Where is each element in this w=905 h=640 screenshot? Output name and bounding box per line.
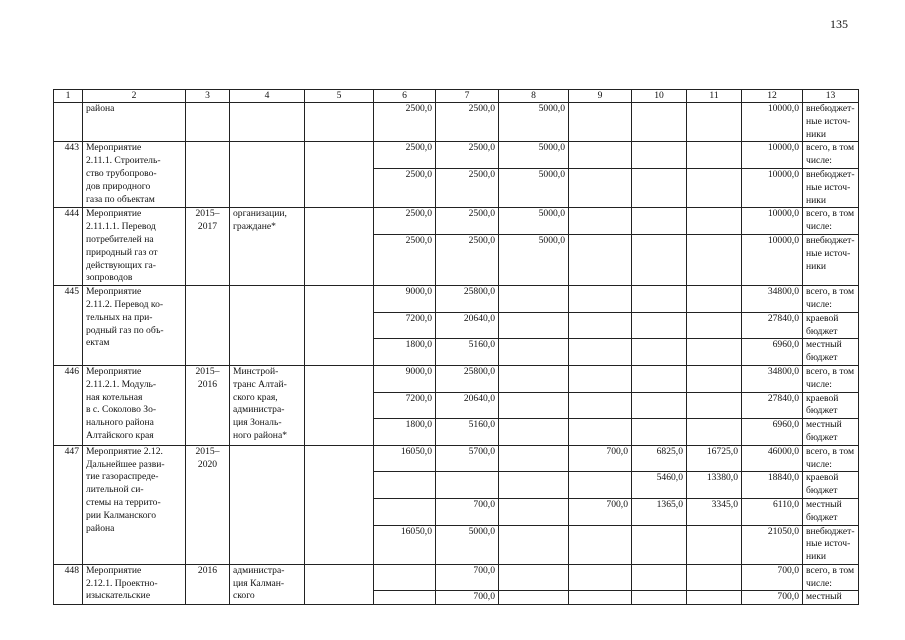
table-row [54, 103, 859, 142]
period: 2015– 2016 [186, 365, 230, 445]
amount-c12: 18840,0 [742, 472, 803, 499]
amount-c8: 5000,0 [499, 168, 569, 207]
amount-c12: 10000,0 [742, 142, 803, 169]
amount-c6: 1800,0 [374, 339, 436, 366]
amount-c9 [569, 419, 632, 446]
amount-c10 [632, 235, 687, 286]
amount-c7 [436, 472, 499, 499]
funding-source: всего, в том числе: [803, 142, 859, 169]
row-number: 443 [54, 142, 83, 208]
amount-c8 [499, 286, 569, 313]
amount-c8 [499, 525, 569, 564]
amount-c10 [632, 208, 687, 235]
amount-c6: 2500,0 [374, 103, 436, 142]
executor [230, 142, 305, 208]
amount-c8: 5000,0 [499, 142, 569, 169]
budget-table [53, 89, 859, 605]
funding-source: краевой бюджет [803, 312, 859, 339]
amount-c9 [569, 591, 632, 605]
period: 2015– 2020 [186, 445, 230, 564]
amount-c8 [499, 339, 569, 366]
amount-c6: 7200,0 [374, 392, 436, 419]
funding-source: всего, в том числе: [803, 208, 859, 235]
amount-c7: 700,0 [436, 498, 499, 525]
row-number: 445 [54, 286, 83, 366]
amount-c10 [632, 365, 687, 392]
amount-c10 [632, 591, 687, 605]
amount-c10: 6825,0 [632, 445, 687, 472]
empty-cell [305, 208, 374, 286]
empty-cell [305, 286, 374, 366]
amount-c6: 2500,0 [374, 208, 436, 235]
amount-c10 [632, 142, 687, 169]
amount-c6: 2500,0 [374, 168, 436, 207]
column-number-row [54, 90, 859, 103]
amount-c11 [687, 365, 742, 392]
row-number [54, 103, 83, 142]
amount-c7: 2500,0 [436, 168, 499, 207]
column-number-7: 7 [436, 90, 499, 103]
amount-c10 [632, 392, 687, 419]
amount-c11 [687, 142, 742, 169]
amount-c7: 25800,0 [436, 365, 499, 392]
period: 2016 [186, 564, 230, 604]
executor: администра- ция Калман- ского [230, 564, 305, 604]
row-number: 448 [54, 564, 83, 604]
executor: Минстрой- транс Алтай- ского края, администра- ция Зональ- ного района* [230, 365, 305, 445]
amount-c11 [687, 525, 742, 564]
empty-cell [305, 103, 374, 142]
amount-c10 [632, 525, 687, 564]
amount-c9 [569, 235, 632, 286]
amount-c7: 25800,0 [436, 286, 499, 313]
funding-source: внебюджет- ные источ- ники [803, 168, 859, 207]
amount-c6 [374, 564, 436, 591]
funding-source: местный бюджет [803, 419, 859, 446]
amount-c6: 2500,0 [374, 142, 436, 169]
amount-c11: 3345,0 [687, 498, 742, 525]
amount-c11 [687, 103, 742, 142]
amount-c7: 5000,0 [436, 525, 499, 564]
amount-c6: 7200,0 [374, 312, 436, 339]
amount-c8 [499, 472, 569, 499]
period [186, 286, 230, 366]
event-name: района [83, 103, 186, 142]
amount-c7: 20640,0 [436, 392, 499, 419]
column-number-3: 3 [186, 90, 230, 103]
page-number: 135 [830, 17, 848, 31]
amount-c7: 5160,0 [436, 419, 499, 446]
amount-c12: 6960,0 [742, 339, 803, 366]
funding-source: краевой бюджет [803, 472, 859, 499]
amount-c9 [569, 392, 632, 419]
amount-c11 [687, 392, 742, 419]
funding-source: местный [803, 591, 859, 605]
table-row [54, 208, 859, 235]
amount-c10 [632, 286, 687, 313]
amount-c8: 5000,0 [499, 235, 569, 286]
column-number-12: 12 [742, 90, 803, 103]
amount-c12: 10000,0 [742, 168, 803, 207]
amount-c11 [687, 235, 742, 286]
row-number: 446 [54, 365, 83, 445]
event-name: Мероприятие 2.11.1.1. Перевод потребителей на природный газ от действующих га- зопроводов [83, 208, 186, 286]
funding-source: внебюджет- ные источ- ники [803, 235, 859, 286]
funding-source: всего, в том числе: [803, 286, 859, 313]
period [186, 103, 230, 142]
amount-c9 [569, 103, 632, 142]
amount-c8: 5000,0 [499, 103, 569, 142]
amount-c12: 34800,0 [742, 365, 803, 392]
table-row [54, 142, 859, 169]
amount-c7: 2500,0 [436, 208, 499, 235]
period: 2015– 2017 [186, 208, 230, 286]
amount-c6: 9000,0 [374, 286, 436, 313]
amount-c6: 2500,0 [374, 235, 436, 286]
event-name: Мероприятие 2.12.1. Проектно- изыскательские [83, 564, 186, 604]
event-name: Мероприятие 2.11.2. Перевод ко- тельных на при- родный газ по объ- ектам [83, 286, 186, 366]
column-number-9: 9 [569, 90, 632, 103]
funding-source: местный бюджет [803, 339, 859, 366]
amount-c10 [632, 564, 687, 591]
amount-c8 [499, 445, 569, 472]
amount-c9 [569, 365, 632, 392]
amount-c10: 5460,0 [632, 472, 687, 499]
amount-c6 [374, 472, 436, 499]
amount-c9 [569, 339, 632, 366]
amount-c12: 700,0 [742, 591, 803, 605]
amount-c11 [687, 591, 742, 605]
funding-source: краевой бюджет [803, 392, 859, 419]
amount-c9 [569, 168, 632, 207]
period [186, 142, 230, 208]
amount-c12: 46000,0 [742, 445, 803, 472]
amount-c11 [687, 208, 742, 235]
column-number-8: 8 [499, 90, 569, 103]
amount-c8 [499, 419, 569, 446]
amount-c7: 700,0 [436, 564, 499, 591]
amount-c11 [687, 312, 742, 339]
amount-c12: 27840,0 [742, 392, 803, 419]
funding-source: внебюджет- ные источ- ники [803, 103, 859, 142]
row-number: 447 [54, 445, 83, 564]
amount-c6 [374, 591, 436, 605]
funding-source: всего, в том числе: [803, 365, 859, 392]
amount-c6: 16050,0 [374, 445, 436, 472]
amount-c7: 2500,0 [436, 142, 499, 169]
amount-c6: 1800,0 [374, 419, 436, 446]
empty-cell [305, 445, 374, 564]
amount-c7: 2500,0 [436, 235, 499, 286]
amount-c9: 700,0 [569, 445, 632, 472]
amount-c8: 5000,0 [499, 208, 569, 235]
column-number-1: 1 [54, 90, 83, 103]
column-number-13: 13 [803, 90, 859, 103]
empty-cell [305, 564, 374, 604]
table-row [54, 286, 859, 313]
amount-c9 [569, 564, 632, 591]
amount-c7: 20640,0 [436, 312, 499, 339]
funding-source: местный бюджет [803, 498, 859, 525]
amount-c11 [687, 286, 742, 313]
column-number-11: 11 [687, 90, 742, 103]
amount-c12: 10000,0 [742, 103, 803, 142]
executor [230, 286, 305, 366]
amount-c6: 9000,0 [374, 365, 436, 392]
amount-c8 [499, 591, 569, 605]
empty-cell [305, 142, 374, 208]
event-name: Мероприятие 2.11.2.1. Модуль- ная котельная в с. Соколово Зо- нального района Алтайского края [83, 365, 186, 445]
executor: организации, граждане* [230, 208, 305, 286]
funding-source: всего, в том числе: [803, 564, 859, 591]
amount-c10 [632, 103, 687, 142]
table-row [54, 365, 859, 392]
amount-c8 [499, 312, 569, 339]
amount-c6 [374, 498, 436, 525]
funding-source: внебюджет- ные источ- ники [803, 525, 859, 564]
amount-c12: 10000,0 [742, 235, 803, 286]
amount-c11 [687, 564, 742, 591]
amount-c11: 13380,0 [687, 472, 742, 499]
amount-c10 [632, 419, 687, 446]
amount-c12: 34800,0 [742, 286, 803, 313]
amount-c12: 21050,0 [742, 525, 803, 564]
amount-c9 [569, 142, 632, 169]
amount-c8 [499, 365, 569, 392]
amount-c11 [687, 419, 742, 446]
amount-c11 [687, 168, 742, 207]
amount-c10 [632, 312, 687, 339]
amount-c9: 700,0 [569, 498, 632, 525]
amount-c7: 5700,0 [436, 445, 499, 472]
amount-c9 [569, 472, 632, 499]
amount-c8 [499, 498, 569, 525]
amount-c12: 10000,0 [742, 208, 803, 235]
amount-c8 [499, 392, 569, 419]
amount-c10 [632, 168, 687, 207]
amount-c7: 2500,0 [436, 103, 499, 142]
amount-c9 [569, 525, 632, 564]
event-name: Мероприятие 2.12. Дальнейшее разви- тие газораспреде- лительной си- стемы на террито- рии Калманского района [83, 445, 186, 564]
amount-c9 [569, 208, 632, 235]
amount-c12: 6960,0 [742, 419, 803, 446]
funding-source: всего, в том числе: [803, 445, 859, 472]
event-name: Мероприятие 2.11.1. Строитель- ство трубопрово- дов природного газа по объектам [83, 142, 186, 208]
amount-c8 [499, 564, 569, 591]
row-number: 444 [54, 208, 83, 286]
amount-c12: 700,0 [742, 564, 803, 591]
empty-cell [305, 365, 374, 445]
amount-c9 [569, 286, 632, 313]
table-row [54, 445, 859, 472]
executor [230, 445, 305, 564]
table-row [54, 564, 859, 591]
column-number-6: 6 [374, 90, 436, 103]
amount-c6: 16050,0 [374, 525, 436, 564]
column-number-5: 5 [305, 90, 374, 103]
amount-c7: 700,0 [436, 591, 499, 605]
amount-c10: 1365,0 [632, 498, 687, 525]
column-number-2: 2 [83, 90, 186, 103]
column-number-10: 10 [632, 90, 687, 103]
executor [230, 103, 305, 142]
column-number-4: 4 [230, 90, 305, 103]
amount-c9 [569, 312, 632, 339]
amount-c7: 5160,0 [436, 339, 499, 366]
amount-c11 [687, 339, 742, 366]
amount-c12: 6110,0 [742, 498, 803, 525]
amount-c10 [632, 339, 687, 366]
amount-c12: 27840,0 [742, 312, 803, 339]
amount-c11: 16725,0 [687, 445, 742, 472]
